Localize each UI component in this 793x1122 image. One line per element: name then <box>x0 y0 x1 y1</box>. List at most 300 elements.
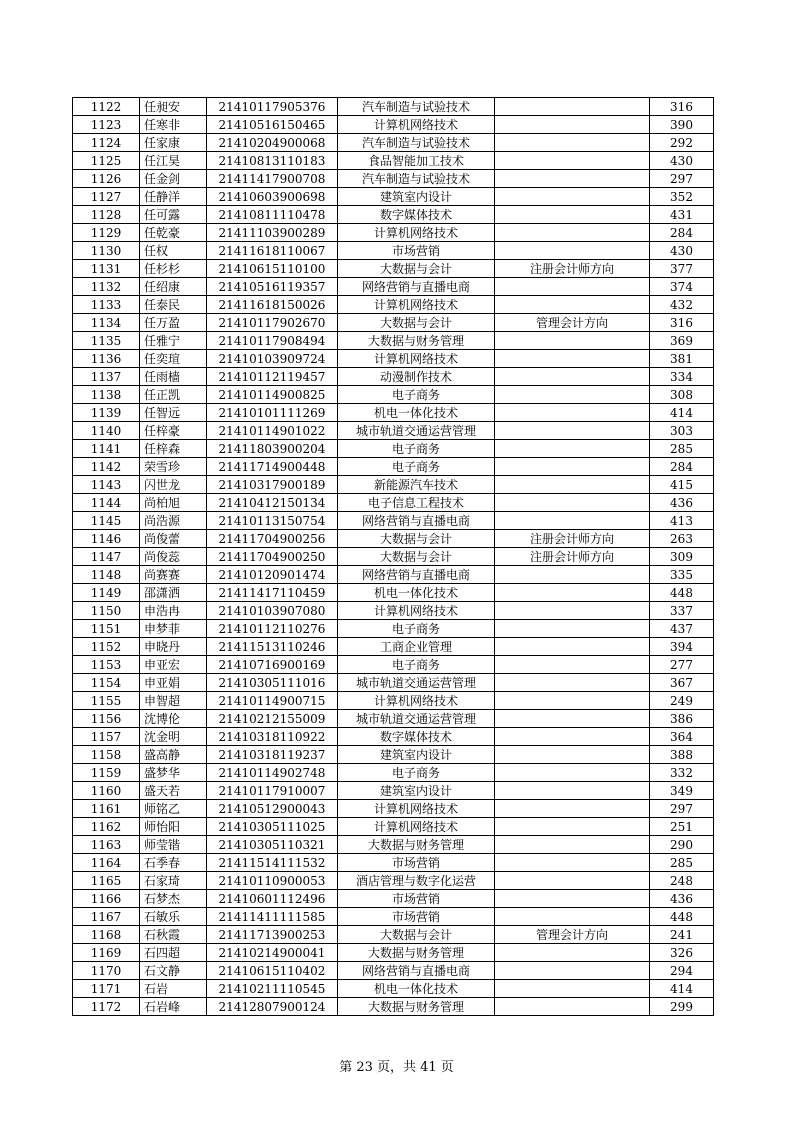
score: 364 <box>650 728 714 746</box>
score: 316 <box>650 314 714 332</box>
row-number: 1146 <box>73 530 140 548</box>
row-number: 1136 <box>73 350 140 368</box>
major: 汽车制造与试验技术 <box>338 170 495 188</box>
student-name: 任梓豪 <box>140 422 207 440</box>
score: 316 <box>650 98 714 116</box>
student-name: 任江昊 <box>140 152 207 170</box>
student-name: 闪世龙 <box>140 476 207 494</box>
row-number: 1165 <box>73 872 140 890</box>
table-row <box>73 530 714 548</box>
score: 437 <box>650 620 714 638</box>
score: 436 <box>650 494 714 512</box>
student-name: 石梦杰 <box>140 890 207 908</box>
major-direction <box>495 908 650 926</box>
table-row <box>73 206 714 224</box>
table-row <box>73 872 714 890</box>
major: 市场营销 <box>338 854 495 872</box>
score: 285 <box>650 440 714 458</box>
major: 电子商务 <box>338 440 495 458</box>
table-row <box>73 458 714 476</box>
major-direction <box>495 746 650 764</box>
student-name: 申晓丹 <box>140 638 207 656</box>
exam-id: 21410117905376 <box>207 98 338 116</box>
row-number: 1156 <box>73 710 140 728</box>
score: 337 <box>650 602 714 620</box>
major-direction <box>495 764 650 782</box>
table-row <box>73 980 714 998</box>
row-number: 1128 <box>73 206 140 224</box>
major-direction: 注册会计师方向 <box>495 530 650 548</box>
score: 415 <box>650 476 714 494</box>
row-number: 1172 <box>73 998 140 1016</box>
student-name: 石文静 <box>140 962 207 980</box>
score: 430 <box>650 152 714 170</box>
major: 建筑室内设计 <box>338 188 495 206</box>
major: 大数据与会计 <box>338 548 495 566</box>
exam-id: 21411713900253 <box>207 926 338 944</box>
student-name: 任智远 <box>140 404 207 422</box>
major-direction <box>495 710 650 728</box>
row-number: 1154 <box>73 674 140 692</box>
major-direction <box>495 278 650 296</box>
major: 网络营销与直播电商 <box>338 278 495 296</box>
row-number: 1160 <box>73 782 140 800</box>
major-direction <box>495 512 650 530</box>
exam-id: 21410117910007 <box>207 782 338 800</box>
table-row <box>73 728 714 746</box>
major: 大数据与会计 <box>338 530 495 548</box>
student-name: 申智超 <box>140 692 207 710</box>
exam-id: 21410811110478 <box>207 206 338 224</box>
table-row <box>73 440 714 458</box>
score: 431 <box>650 206 714 224</box>
row-number: 1148 <box>73 566 140 584</box>
score: 386 <box>650 710 714 728</box>
score: 332 <box>650 764 714 782</box>
score: 335 <box>650 566 714 584</box>
row-number: 1168 <box>73 926 140 944</box>
table-row <box>73 854 714 872</box>
major-direction <box>495 602 650 620</box>
table-row <box>73 944 714 962</box>
major: 建筑室内设计 <box>338 746 495 764</box>
major-direction <box>495 332 650 350</box>
exam-id: 21410204900068 <box>207 134 338 152</box>
major: 城市轨道交通运营管理 <box>338 674 495 692</box>
major: 电子商务 <box>338 458 495 476</box>
row-number: 1134 <box>73 314 140 332</box>
student-name: 任乾豪 <box>140 224 207 242</box>
major: 大数据与财务管理 <box>338 332 495 350</box>
table-row <box>73 260 714 278</box>
row-number: 1150 <box>73 602 140 620</box>
exam-id: 21410114900715 <box>207 692 338 710</box>
major-direction: 注册会计师方向 <box>495 548 650 566</box>
major-direction <box>495 188 650 206</box>
row-number: 1123 <box>73 116 140 134</box>
score: 349 <box>650 782 714 800</box>
score: 241 <box>650 926 714 944</box>
student-name: 石岩 <box>140 980 207 998</box>
table-row <box>73 782 714 800</box>
major: 计算机网络技术 <box>338 692 495 710</box>
major-direction <box>495 422 650 440</box>
table-row <box>73 926 714 944</box>
row-number: 1142 <box>73 458 140 476</box>
major: 大数据与财务管理 <box>338 836 495 854</box>
row-number: 1158 <box>73 746 140 764</box>
exam-id: 21411513110246 <box>207 638 338 656</box>
score: 309 <box>650 548 714 566</box>
exam-id: 21411704900250 <box>207 548 338 566</box>
exam-id: 21410305111016 <box>207 674 338 692</box>
table-row <box>73 584 714 602</box>
exam-id: 21410603900698 <box>207 188 338 206</box>
score: 308 <box>650 386 714 404</box>
major: 城市轨道交通运营管理 <box>338 422 495 440</box>
table-row <box>73 494 714 512</box>
score: 374 <box>650 278 714 296</box>
major-direction <box>495 116 650 134</box>
major: 大数据与财务管理 <box>338 998 495 1016</box>
major-direction <box>495 152 650 170</box>
exam-id: 21410516119357 <box>207 278 338 296</box>
major: 计算机网络技术 <box>338 800 495 818</box>
exam-id: 21410318119237 <box>207 746 338 764</box>
student-name: 石家琦 <box>140 872 207 890</box>
student-name: 任万盈 <box>140 314 207 332</box>
table-row <box>73 386 714 404</box>
exam-id: 21411618110067 <box>207 242 338 260</box>
score: 414 <box>650 980 714 998</box>
major-direction: 注册会计师方向 <box>495 260 650 278</box>
student-name: 任可露 <box>140 206 207 224</box>
student-name: 尚柏旭 <box>140 494 207 512</box>
exam-id: 21410716900169 <box>207 656 338 674</box>
student-name: 任泰民 <box>140 296 207 314</box>
major: 电子商务 <box>338 386 495 404</box>
score: 352 <box>650 188 714 206</box>
major-direction <box>495 170 650 188</box>
major: 动漫制作技术 <box>338 368 495 386</box>
student-name: 邵潇洒 <box>140 584 207 602</box>
table-row <box>73 674 714 692</box>
major-direction <box>495 944 650 962</box>
student-name: 任奕瑄 <box>140 350 207 368</box>
exam-id: 21411417110459 <box>207 584 338 602</box>
row-number: 1122 <box>73 98 140 116</box>
row-number: 1129 <box>73 224 140 242</box>
score: 448 <box>650 584 714 602</box>
exam-id: 21410214900041 <box>207 944 338 962</box>
score: 285 <box>650 854 714 872</box>
student-name: 尚赛赛 <box>140 566 207 584</box>
table-row <box>73 656 714 674</box>
score: 388 <box>650 746 714 764</box>
row-number: 1127 <box>73 188 140 206</box>
exam-id: 21410601112496 <box>207 890 338 908</box>
table-row <box>73 152 714 170</box>
table-row <box>73 188 714 206</box>
student-name: 申浩冉 <box>140 602 207 620</box>
exam-id: 21410103909724 <box>207 350 338 368</box>
student-name: 石四超 <box>140 944 207 962</box>
major: 酒店管理与数字化运营 <box>338 872 495 890</box>
student-name: 盛高静 <box>140 746 207 764</box>
table-row <box>73 548 714 566</box>
row-number: 1125 <box>73 152 140 170</box>
major-direction <box>495 98 650 116</box>
student-name: 任静洋 <box>140 188 207 206</box>
row-number: 1159 <box>73 764 140 782</box>
score: 277 <box>650 656 714 674</box>
major-direction <box>495 134 650 152</box>
major: 电子商务 <box>338 656 495 674</box>
major-direction <box>495 494 650 512</box>
major-direction <box>495 566 650 584</box>
score: 413 <box>650 512 714 530</box>
major: 机电一体化技术 <box>338 584 495 602</box>
major-direction <box>495 242 650 260</box>
row-number: 1133 <box>73 296 140 314</box>
table-row <box>73 908 714 926</box>
major: 市场营销 <box>338 242 495 260</box>
table-body <box>73 98 714 1016</box>
exam-id: 21410101111269 <box>207 404 338 422</box>
table-row <box>73 314 714 332</box>
student-name: 石敏乐 <box>140 908 207 926</box>
score: 326 <box>650 944 714 962</box>
major: 机电一体化技术 <box>338 980 495 998</box>
major-direction <box>495 980 650 998</box>
row-number: 1144 <box>73 494 140 512</box>
row-number: 1135 <box>73 332 140 350</box>
row-number: 1143 <box>73 476 140 494</box>
score: 334 <box>650 368 714 386</box>
exam-id: 21410112110276 <box>207 620 338 638</box>
score: 284 <box>650 224 714 242</box>
row-number: 1139 <box>73 404 140 422</box>
table-row <box>73 422 714 440</box>
table-row <box>73 566 714 584</box>
major: 汽车制造与试验技术 <box>338 134 495 152</box>
exam-id: 21410120901474 <box>207 566 338 584</box>
exam-id: 21410318110922 <box>207 728 338 746</box>
major: 汽车制造与试验技术 <box>338 98 495 116</box>
row-number: 1130 <box>73 242 140 260</box>
score: 369 <box>650 332 714 350</box>
major: 数字媒体技术 <box>338 206 495 224</box>
row-number: 1164 <box>73 854 140 872</box>
row-number: 1137 <box>73 368 140 386</box>
table-row <box>73 224 714 242</box>
exam-id: 21410615110402 <box>207 962 338 980</box>
row-number: 1166 <box>73 890 140 908</box>
table-row <box>73 296 714 314</box>
score: 299 <box>650 998 714 1016</box>
exam-id: 21410117902670 <box>207 314 338 332</box>
major-direction: 管理会计方向 <box>495 314 650 332</box>
exam-id: 21410114902748 <box>207 764 338 782</box>
exam-id: 21410317900189 <box>207 476 338 494</box>
major: 食品智能加工技术 <box>338 152 495 170</box>
student-name: 任雅宁 <box>140 332 207 350</box>
major-direction <box>495 800 650 818</box>
admission-table <box>72 97 714 1016</box>
major: 市场营销 <box>338 908 495 926</box>
exam-id: 21410813110183 <box>207 152 338 170</box>
table-row <box>73 278 714 296</box>
score: 297 <box>650 800 714 818</box>
major: 市场营销 <box>338 890 495 908</box>
exam-id: 21411704900256 <box>207 530 338 548</box>
table-row <box>73 764 714 782</box>
row-number: 1171 <box>73 980 140 998</box>
student-name: 师铭乙 <box>140 800 207 818</box>
major-direction <box>495 998 650 1016</box>
major: 城市轨道交通运营管理 <box>338 710 495 728</box>
major-direction: 管理会计方向 <box>495 926 650 944</box>
student-name: 申亚娟 <box>140 674 207 692</box>
student-name: 任家康 <box>140 134 207 152</box>
major: 计算机网络技术 <box>338 224 495 242</box>
major-direction <box>495 206 650 224</box>
table-row <box>73 242 714 260</box>
major: 数字媒体技术 <box>338 728 495 746</box>
table-row <box>73 602 714 620</box>
major-direction <box>495 854 650 872</box>
student-name: 任金剑 <box>140 170 207 188</box>
student-name: 沈金明 <box>140 728 207 746</box>
score: 394 <box>650 638 714 656</box>
table-row <box>73 620 714 638</box>
row-number: 1169 <box>73 944 140 962</box>
exam-id: 21410112119457 <box>207 368 338 386</box>
row-number: 1163 <box>73 836 140 854</box>
student-name: 石秋霞 <box>140 926 207 944</box>
score: 430 <box>650 242 714 260</box>
score: 248 <box>650 872 714 890</box>
student-name: 任雨樯 <box>140 368 207 386</box>
student-name: 任正凯 <box>140 386 207 404</box>
row-number: 1155 <box>73 692 140 710</box>
major-direction <box>495 836 650 854</box>
row-number: 1162 <box>73 818 140 836</box>
major: 计算机网络技术 <box>338 296 495 314</box>
score: 390 <box>650 116 714 134</box>
exam-id: 21411417900708 <box>207 170 338 188</box>
score: 432 <box>650 296 714 314</box>
major-direction <box>495 458 650 476</box>
exam-id: 21411803900204 <box>207 440 338 458</box>
exam-id: 21410114901022 <box>207 422 338 440</box>
major: 大数据与会计 <box>338 260 495 278</box>
exam-id: 21411714900448 <box>207 458 338 476</box>
row-number: 1147 <box>73 548 140 566</box>
exam-id: 21410512900043 <box>207 800 338 818</box>
major-direction <box>495 620 650 638</box>
major-direction <box>495 368 650 386</box>
table-row <box>73 404 714 422</box>
table-row <box>73 818 714 836</box>
student-name: 任绍康 <box>140 278 207 296</box>
table-row <box>73 710 714 728</box>
major: 大数据与会计 <box>338 926 495 944</box>
table-row <box>73 836 714 854</box>
exam-id: 21411514111532 <box>207 854 338 872</box>
table-row <box>73 116 714 134</box>
major: 新能源汽车技术 <box>338 476 495 494</box>
score: 284 <box>650 458 714 476</box>
major-direction <box>495 404 650 422</box>
major: 电子商务 <box>338 764 495 782</box>
table-row <box>73 350 714 368</box>
table-row <box>73 962 714 980</box>
student-name: 任昶安 <box>140 98 207 116</box>
exam-id: 21410110900053 <box>207 872 338 890</box>
row-number: 1161 <box>73 800 140 818</box>
student-name: 师怡阳 <box>140 818 207 836</box>
table-row <box>73 638 714 656</box>
exam-id: 21410305110321 <box>207 836 338 854</box>
major-direction <box>495 440 650 458</box>
student-name: 任梓森 <box>140 440 207 458</box>
major-direction <box>495 890 650 908</box>
table-row <box>73 890 714 908</box>
major-direction <box>495 818 650 836</box>
row-number: 1138 <box>73 386 140 404</box>
major-direction <box>495 656 650 674</box>
exam-id: 21410211110545 <box>207 980 338 998</box>
row-number: 1124 <box>73 134 140 152</box>
score: 367 <box>650 674 714 692</box>
exam-id: 21410615110100 <box>207 260 338 278</box>
table-row <box>73 332 714 350</box>
major: 建筑室内设计 <box>338 782 495 800</box>
major: 电子信息工程技术 <box>338 494 495 512</box>
student-name: 沈博伦 <box>140 710 207 728</box>
score: 414 <box>650 404 714 422</box>
student-name: 荣雪珍 <box>140 458 207 476</box>
exam-id: 21410113150754 <box>207 512 338 530</box>
table-row <box>73 998 714 1016</box>
exam-id: 21411103900289 <box>207 224 338 242</box>
exam-id: 21410305111025 <box>207 818 338 836</box>
row-number: 1157 <box>73 728 140 746</box>
row-number: 1140 <box>73 422 140 440</box>
major: 网络营销与直播电商 <box>338 566 495 584</box>
exam-id: 21412807900124 <box>207 998 338 1016</box>
major: 计算机网络技术 <box>338 116 495 134</box>
exam-id: 21411618150026 <box>207 296 338 314</box>
table-row <box>73 368 714 386</box>
major-direction <box>495 296 650 314</box>
row-number: 1153 <box>73 656 140 674</box>
row-number: 1149 <box>73 584 140 602</box>
student-name: 申亚宏 <box>140 656 207 674</box>
major-direction <box>495 224 650 242</box>
major-direction <box>495 782 650 800</box>
score: 381 <box>650 350 714 368</box>
student-name: 任杉杉 <box>140 260 207 278</box>
major-direction <box>495 350 650 368</box>
major-direction <box>495 638 650 656</box>
student-name: 石季春 <box>140 854 207 872</box>
score: 290 <box>650 836 714 854</box>
table-row <box>73 692 714 710</box>
table-row <box>73 134 714 152</box>
row-number: 1151 <box>73 620 140 638</box>
